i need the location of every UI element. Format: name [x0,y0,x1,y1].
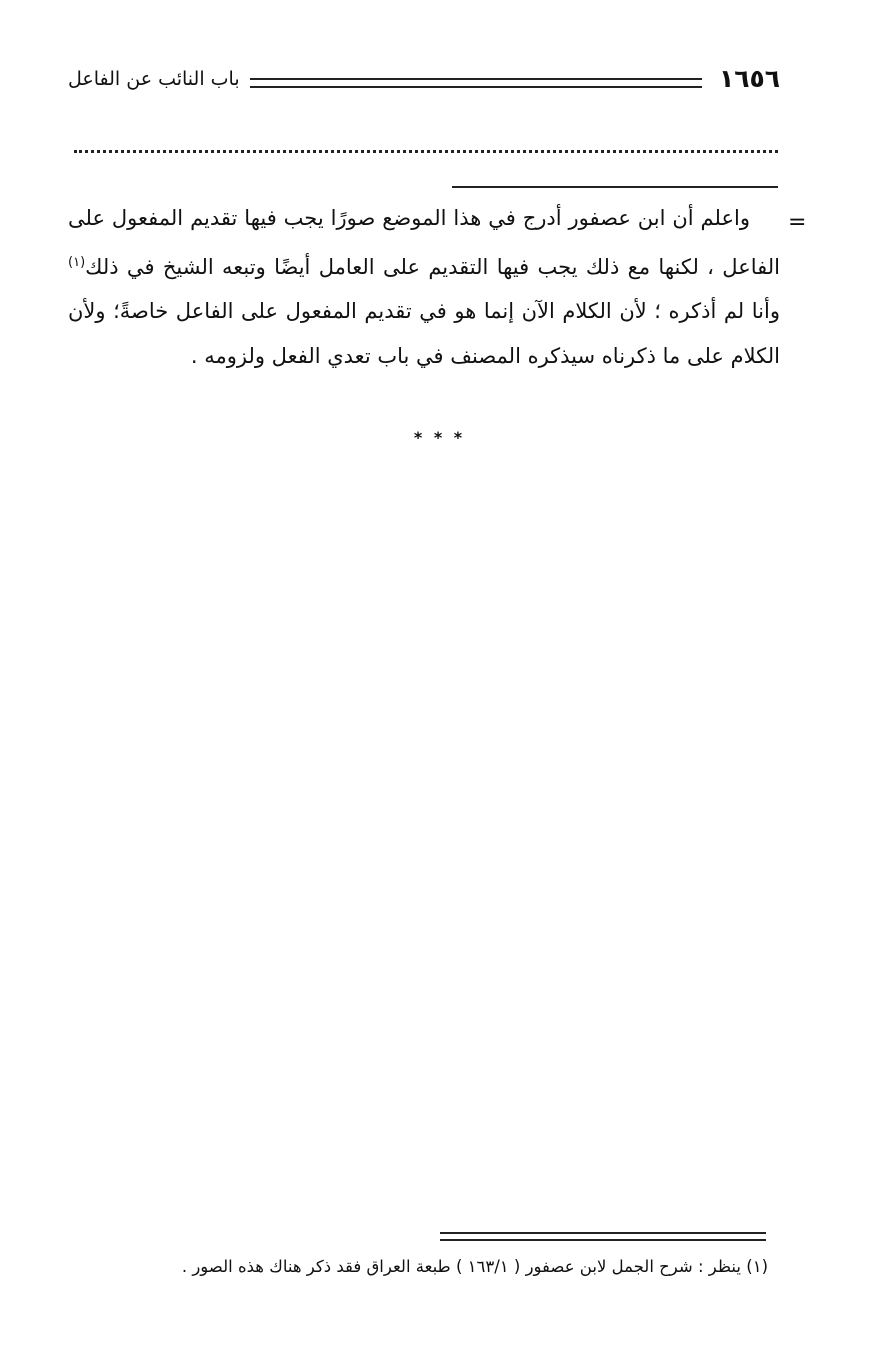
body-text-part1: واعلم أن ابن عصفور أدرج في هذا الموضع صورًا يجب فيها تقديم المفعول على الفاعل ، لكنها مع ذلك يجب فيها التقديم على العامل أيضًا وتبعه الشيخ في ذلك [68,206,780,279]
section-rule [452,186,778,188]
footnote-text: (١) ينظر : شرح الجمل لابن عصفور ( ١٦٣/١ ) طبعة العراق فقد ذكر هناك هذه الصور . [181,1257,768,1276]
running-title: باب النائب عن الفاعل [68,68,240,90]
header-double-rule [250,78,702,88]
footnote-reference: (١) [68,254,86,270]
body-paragraph [68,196,780,378]
dotted-separator [74,150,778,153]
page-number: ١٦٥٦ [718,64,780,93]
footnote-rule [440,1232,766,1241]
section-separator-stars: * * * [413,428,466,447]
continuation-mark: = [788,210,807,235]
page-header [68,62,780,102]
body-text-part2: وأنا لم أذكره ؛ لأن الكلام الآن إنما هو في تقديم المفعول على الفاعل خاصةً؛ ولأن الكلام على ما ذكرناه سيذكره المصنف في باب تعدي الفعل ولزومه . [68,299,780,368]
